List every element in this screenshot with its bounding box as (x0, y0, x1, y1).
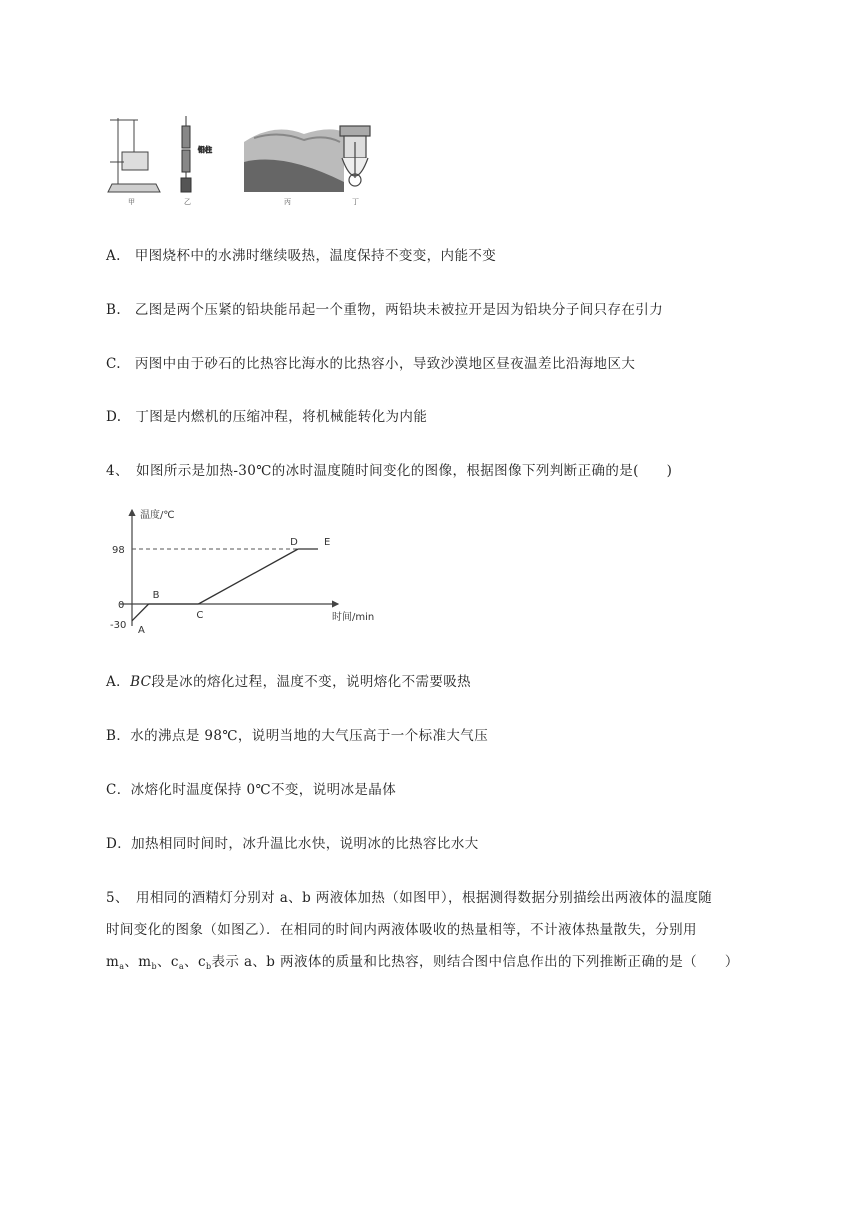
point-label-A: A (138, 624, 145, 636)
caption-yi: 乙 (184, 198, 191, 206)
caption-ding: 丁 (352, 198, 359, 206)
q4-option-b: B．水的沸点是 98℃，说明当地的大气压高于一个标准大气压 (106, 728, 489, 744)
q4-stem: 4、 如图所示是加热-30℃的冰时温度随时间变化的图像，根据图像下列判断正确的是( ) (106, 463, 673, 479)
q5-sub-a: a (119, 962, 125, 971)
q4-option-a-segment: BC (130, 674, 152, 690)
q3-option-c: C. 丙图中由于砂石的比热容比海水的比热容小，导致沙漠地区昼夜温差比沿海地区大 (106, 356, 636, 372)
q5-sep3: 、c (184, 954, 206, 970)
figure-jia-beaker (108, 118, 160, 192)
q5-line-3 (106, 950, 739, 971)
y-tick-0: 0 (118, 600, 125, 611)
y-axis-label: 温度/℃ (140, 510, 175, 521)
q3-option-d: D. 丁图是内燃机的压缩冲程，将机械能转化为内能 (106, 409, 428, 425)
point-label-C: C (196, 610, 204, 621)
q4-option-d: D．加热相同时间时，冰升温比水快，说明冰的比热容比水大 (106, 836, 479, 852)
q5-sep2: 、c (157, 954, 179, 970)
figure-yi-lead-blocks (181, 116, 212, 192)
q5-sub-cb: b (205, 962, 212, 971)
q4-option-a (106, 670, 471, 690)
graph-marks (132, 537, 330, 636)
q5-sep1: 、m (124, 954, 152, 970)
q5-line-1: 5、 用相同的酒精灯分别对 a、b 两液体加热（如图甲），根据测得数据分别描绘出两液体的温度随 (106, 890, 713, 906)
x-axis-label: 时间/min (332, 612, 375, 623)
caption-bing: 丙 (284, 198, 291, 206)
y-tick-98: 98 (112, 545, 125, 556)
q5-m: m (106, 954, 120, 970)
q4-option-a-prefix: A． (106, 674, 131, 690)
point-label-D: D (290, 537, 298, 548)
q3-option-b: B. 乙图是两个压紧的铅块能吊起一个重物，两铅块未被拉开是因为铅块分子间只存在引力 (106, 302, 664, 318)
lead-block-label: 铅柱 (198, 146, 212, 154)
point-label-B: B (152, 590, 160, 601)
q5-sub-b: b (151, 962, 158, 971)
segment-CD (198, 549, 298, 604)
caption-jia: 甲 (128, 198, 135, 206)
q3-figure-strip (104, 112, 396, 206)
point-label-E: E (324, 537, 331, 548)
q5-line-2: 时间变化的图象（如图乙）．在相同的时间内两液体吸收的热量相等，不计液体热量散失，分别用 (106, 922, 697, 938)
q4-option-a-text: 段是冰的熔化过程，温度不变，说明熔化不需要吸热 (151, 674, 472, 690)
figure-bing-coast (244, 129, 344, 192)
q3-option-a: A. 甲图烧杯中的水沸时继续吸热，温度保持不变变，内能不变 (106, 248, 497, 264)
q4-temperature-time-graph (106, 506, 406, 638)
y-tick-minus30: -30 (110, 620, 127, 631)
segment-AB (132, 604, 149, 621)
q5-line-3-text: 表示 a、b 两液体的质量和比热容，则结合图中信息作出的下列推断正确的是（ ） (211, 954, 739, 970)
q5-sub-ca: a (178, 962, 185, 971)
q4-option-c: C．冰熔化时温度保持 0℃不变，说明冰是晶体 (106, 782, 397, 798)
figure-ding-engine (340, 126, 370, 186)
